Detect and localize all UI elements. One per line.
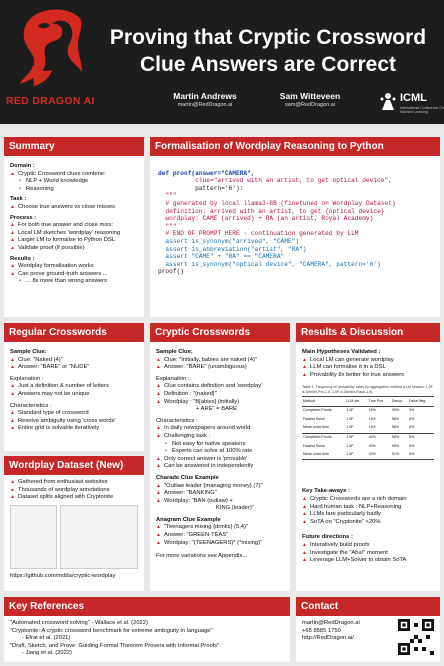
contact-phone: +65 8585 1750: [302, 627, 341, 634]
table-cell: 55%: [391, 443, 400, 448]
section-heading: Formalisation of Wordplay Reasoning to Python: [150, 137, 440, 156]
list-item: ▲ Wordplay: "(TEENAGERS)* (*mixing)": [156, 540, 284, 548]
list-item: ▲ Standard type of crossword: [10, 410, 138, 418]
table-row: [302, 424, 434, 433]
section-heading: Results & Discussion: [296, 323, 440, 342]
explanation-label: Explanation :: [156, 375, 190, 382]
qr-code-icon: [398, 619, 434, 655]
table-header-cell: True Pos: [368, 397, 391, 407]
table-row: [302, 406, 434, 415]
author-2: [245, 91, 375, 108]
code-line: pattern='6'):: [158, 184, 244, 192]
code-line: assert is_synonym("arrived", "CAME"): [158, 237, 300, 245]
table-cell: 5%: [409, 452, 415, 457]
list-item: ▲ Only correct answer is 'provable': [156, 456, 284, 464]
table-cell: 55%: [391, 435, 400, 440]
list-item: ▲ Can be answered in independently: [156, 463, 284, 471]
regular-panel: [4, 323, 144, 451]
poster-header: [0, 0, 444, 124]
table-cell: 1.0F: [346, 416, 354, 421]
table-cell: 39%: [391, 408, 400, 413]
table-cell: 56%: [391, 425, 400, 430]
list-item: ▲ SoTA on "Cryptonite" <20%: [302, 519, 434, 527]
list-item: ▲ Wordplay formalisation works: [10, 263, 138, 271]
code-line: wordplay: CAME (arrived) + RA (an artist, Royal Academy): [158, 215, 374, 223]
list-item-continuation: + ARE" = BARE: [196, 406, 238, 413]
table-caption: Table 1. Frequency of 'provability' rates by aggregation method (LLM version: 1.0F is Gemini-Pro-1.0, 1.5F is Gemini-Flash-1.5): [302, 385, 433, 394]
characteristics-label: Characteristics :: [156, 417, 198, 424]
list-item: ▲ LLM can formalise it in a DSL: [302, 364, 434, 372]
list-subitem: • Reasoning: [10, 186, 138, 194]
table-header-cell: Decoy: [391, 397, 408, 407]
list-item: ▲ Clue contains definition and 'wordplay': [156, 383, 284, 391]
charade-label: Charade Clue Example: [156, 474, 219, 481]
list-item: ▲ Answer: "BANKING": [156, 490, 284, 498]
summary-panel: [4, 137, 144, 317]
table-row: [302, 433, 434, 442]
table-header-cell: Method: [302, 397, 345, 407]
list-item: ▲ Cryptic Crossword clues combine:: [10, 171, 138, 179]
dataset-panel: [4, 456, 144, 591]
dragon-logo-icon: [12, 6, 88, 90]
list-item: ▲ Answer: "BARE" (unambiguous): [156, 364, 284, 372]
table-cell: 6%: [409, 416, 415, 421]
list-item: ▲ Just a definition & number of letters: [10, 383, 138, 391]
dataset-preview-right: [60, 505, 138, 569]
list-item: ▲ Definition : "{naked}": [156, 391, 284, 399]
formalisation-panel: [150, 137, 440, 317]
reference-item: "Draft, Sketch, and Prove: Guiding Formal Theorem Provers with Informal Proofs": [10, 642, 220, 649]
table-cell: Mean solve time: [303, 425, 330, 430]
logo-text: RED DRAGON AI: [6, 95, 95, 107]
author-email: sam@RedDragon.ai: [285, 102, 335, 108]
title-line-2: Clue Answers are Correct: [140, 53, 396, 76]
section-heading: Regular Crosswords: [4, 323, 144, 342]
list-item: ▲ Answers may not be unique: [10, 391, 138, 399]
table-cell: 16%: [368, 425, 376, 430]
section-heading: Summary: [4, 137, 144, 156]
table-cell: 5%: [409, 443, 415, 448]
cryptic-panel: [150, 323, 290, 591]
list-item: ▲ Validate proof (if possible): [10, 245, 138, 253]
table-cell: 1.0F: [346, 425, 354, 430]
list-item: ▲ Clue: "Initially, babies are naked (4)": [156, 357, 284, 365]
table-row: [302, 415, 434, 424]
list-item: ▲ Wordplay: "BAN (outlaw) +: [156, 498, 284, 506]
table-cell: 51%: [391, 452, 400, 457]
takeaways-label: Key Take-aways :: [302, 488, 350, 495]
list-item: ▲ Challenging task :: [156, 433, 284, 441]
list-item: ▲ LLMs fare particularly badly: [302, 511, 434, 519]
reference-item: "Automated crossword solving" - Wallace et al. (2022): [10, 620, 148, 626]
icml-logo-icon: [378, 90, 398, 112]
list-item: ▲ Provability 8x better for true answers: [302, 372, 434, 380]
table-cell: 1.5F: [346, 435, 354, 440]
list-item: ▲ Investigate the "Aha!" moment: [302, 550, 434, 558]
list-item: ▲ Thousands of wordplay annotations: [10, 487, 138, 495]
list-item: ▲ Entire grid is solvable iteratively: [10, 425, 138, 433]
list-subitem: • Not easy for native speakers: [156, 441, 284, 449]
list-item: ▲ "Outlaw leader {managing money} (7)": [156, 483, 284, 491]
list-item: ▲ In daily newspapers around world: [156, 425, 284, 433]
table-cell: 6%: [409, 425, 415, 430]
section-heading: Cryptic Crosswords: [150, 323, 290, 342]
list-item: ▲ "Teenagers mixing {drinks} (5,4)": [156, 524, 284, 532]
table-cell: 16%: [368, 408, 376, 413]
results-table: [302, 396, 434, 460]
code-line: definition: arrived with an artist, to get {optical device}: [158, 207, 385, 215]
list-item: ▲ Leverage LLM+Solver to obtain SoTA: [302, 557, 434, 565]
process-label: Process :: [10, 214, 37, 221]
list-item: ▲ Answer: "BARE" or "NUDE": [10, 364, 138, 372]
table-row: [302, 451, 434, 460]
list-item: ▲ Dataset splits aligned with Cryptonite: [10, 494, 138, 502]
code-line: assert is_abbreviation("artist", "RA"): [158, 245, 307, 253]
table-cell: 1.0F: [346, 408, 354, 413]
table-cell: 3%: [409, 408, 415, 413]
table-header-cell: False Neg: [408, 397, 434, 407]
references-panel: [4, 597, 290, 662]
code-line: clue="arrived with an artist, to get optical device",: [158, 177, 392, 185]
list-item-continuation: KING (leader)": [216, 505, 254, 512]
list-item: ▲ Clue: "Naked (4)": [10, 357, 138, 365]
dataset-screenshot: [10, 505, 138, 569]
list-item: ▲ Answer: "GREEN-TEAS": [156, 532, 284, 540]
code-line: # END OF PROMPT HERE - continuation generated by LLM: [158, 230, 359, 238]
table-cell: 1.5F: [346, 443, 354, 448]
table-header-row: [302, 397, 434, 407]
section-heading: Contact: [296, 597, 440, 616]
sample-label: Sample Clue:: [10, 349, 47, 355]
table-cell: 16%: [368, 416, 376, 421]
list-item: ▲ Cryptic Crosswords are a rich domain: [302, 496, 434, 504]
results-label: Results :: [10, 255, 35, 262]
domain-label: Domain :: [10, 163, 35, 169]
table-cell: 40%: [368, 435, 376, 440]
list-subitem: • Experts can solve at 100% rate: [156, 448, 284, 456]
list-item: ▲ Can prove ground-truth answers ...: [10, 271, 138, 279]
author-email: martin@RedDragon.ai: [177, 102, 233, 108]
list-item: ▲ Wordplay : "B[abies] (initially): [156, 399, 284, 407]
table-cell: 40%: [368, 443, 376, 448]
dataset-link[interactable]: https://github.com/mdda/cryptic-wordplay: [10, 572, 116, 579]
table-cell: Completed Proofs: [303, 408, 332, 413]
characteristics-label: Characteristics :: [10, 402, 52, 409]
reference-item: - Efrat et al. (2021): [22, 635, 71, 642]
code-line: """: [158, 222, 177, 230]
table-cell: Fastest Solve: [303, 443, 325, 448]
code-line: """: [158, 192, 177, 200]
icml-text: ICML: [400, 92, 427, 104]
explanation-label: Explanation :: [10, 375, 44, 382]
table-cell: 56%: [391, 416, 400, 421]
list-item: ▲ Local LM can generate wordplay: [302, 357, 434, 365]
code-line: # generated by local llama3-8B (finetuned on Wordplay Dataset): [158, 199, 396, 207]
list-item: ▲ Local LM sketches 'wordplay' reasoning: [10, 230, 138, 238]
icml-subtitle: International Conference On Machine Learning: [400, 106, 444, 114]
code-line: assert is_synonym("optical device", "CAMERA", pattern='6'): [158, 260, 381, 268]
contact-email[interactable]: martin@RedDragon.ai: [302, 620, 360, 626]
contact-panel: [296, 597, 440, 662]
hypotheses-label: Main Hypotheses Validated :: [302, 349, 381, 355]
dataset-preview-left: [10, 505, 57, 569]
list-item: ▲ Choose true answers vs close misses: [10, 204, 138, 212]
list-item: ▲ Interatively build proofs: [302, 542, 434, 550]
table-cell: 5%: [409, 435, 415, 440]
list-item: ▲ Gathered from enthusiast websites: [10, 479, 138, 487]
results-panel: [296, 323, 440, 591]
table-cell: 1.5F: [346, 452, 354, 457]
list-subitem: • NLP + World knowledge: [10, 178, 138, 186]
appendix-note: For more variations see Appendix...: [156, 553, 248, 560]
sample-label: Sample Clue:: [156, 349, 193, 355]
task-label: Task :: [10, 196, 27, 203]
table-cell: Mean solve time: [303, 452, 330, 457]
list-item: ▲ Resolve ambiguity using 'cross words': [10, 418, 138, 426]
code-line: assert "CAME" + "RA" == "CAMERA": [158, 253, 285, 261]
author-name: Sam Witteveen: [279, 91, 341, 101]
list-item: ▲ Larger LM to formalise to Python DSL: [10, 237, 138, 245]
table-cell: Completed Proofs: [303, 435, 332, 440]
reference-item: "Cryptonite: A cryptic crossword benchmark for extreme ambiguity in language": [10, 627, 213, 634]
section-heading: Wordplay Dataset (New): [4, 456, 144, 475]
title-line-1: Proving that Cryptic Crossword: [109, 26, 427, 49]
table-header-cell: LLM ver.: [345, 397, 367, 407]
list-item: ▲ Hard human task : NLP+Reasoning: [302, 504, 434, 512]
code-block: [150, 156, 440, 297]
list-item: ▲ For both true answer and close miss:: [10, 222, 138, 230]
contact-website[interactable]: http://RedDragon.ai/: [302, 635, 354, 642]
poster-title: [100, 24, 436, 78]
section-heading: Key References: [4, 597, 290, 616]
reference-item: - Jiang et al. (2022): [22, 650, 72, 657]
table-cell: Fastest Solve: [303, 416, 325, 421]
table-row: [302, 442, 434, 451]
future-label: Future directions :: [302, 534, 353, 541]
table-cell: 42%: [368, 452, 376, 457]
code-line: def proof(answer="CAMERA",: [158, 169, 255, 177]
anagram-label: Anagram Clue Example: [156, 516, 221, 523]
author-name: Martin Andrews: [173, 91, 237, 101]
list-subitem: • ... 8x more than wrong answers: [10, 278, 138, 286]
code-line: proof(): [158, 268, 184, 276]
